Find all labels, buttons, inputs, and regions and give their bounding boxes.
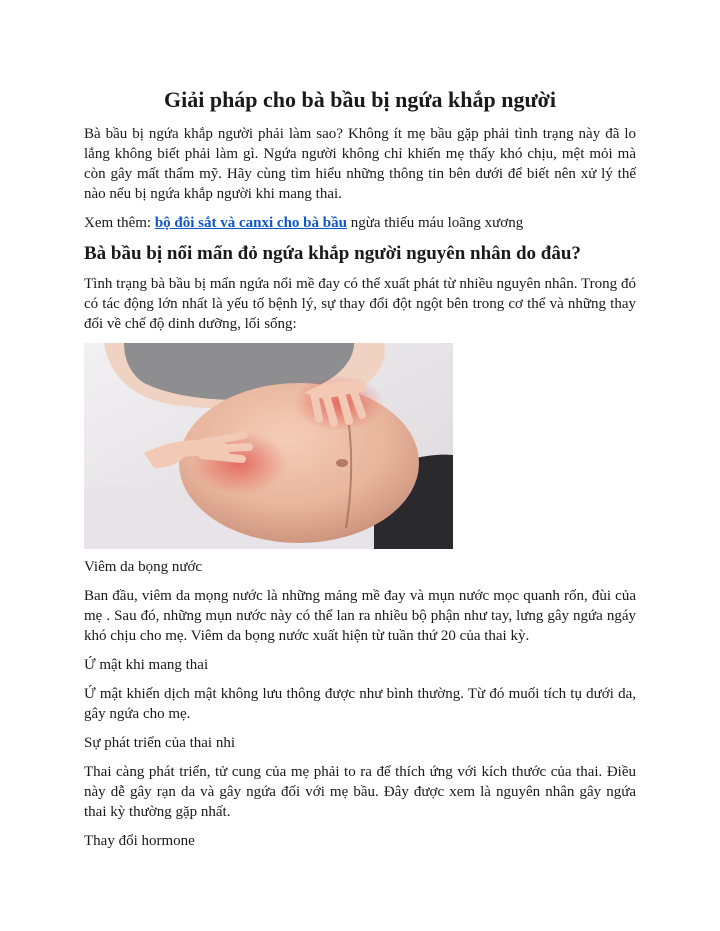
see-also-link[interactable]: bộ đôi sắt và canxi cho bà bầu: [154, 215, 347, 231]
cause-label-4: Thay đổi hormone: [84, 833, 195, 849]
section-heading: Bà bầu bị nổi mẩn đỏ ngứa khắp người nguyên nhân do đâu?: [84, 243, 581, 264]
cause-text-2: Ứ mật khiến dịch mật không lưu thông được như bình thường. Từ đó muối tích tụ dưới da, gây ngứa cho mẹ.: [84, 686, 636, 722]
section-intro-paragraph: Tình trạng bà bầu bị mẩn ngứa nổi mề đay có thể xuất phát từ nhiều nguyên nhân. Trong đó có tác động lớn nhất là yếu tố bệnh lý, sự thay đổi đột ngột bên trong cơ thể và những thay đổi về chế độ dinh dưỡng, lối sống:: [84, 276, 636, 332]
cause-label-1: Viêm da bọng nước: [84, 559, 203, 575]
see-also-line: [84, 213, 636, 233]
pregnant-belly-photo: [84, 343, 453, 549]
intro-paragraph: Bà bầu bị ngứa khắp người phải làm sao? Không ít mẹ bầu gặp phải tình trạng này đã lo lắng không biết phải làm gì. Ngứa người không chỉ khiến mẹ thấy khó chịu, mệt mỏi mà còn gây mất thẩm mỹ. Hãy cùng tìm hiểu những thông tin bên dưới để biết nên xử lý thế nào nếu bị ngứa khắp người khi mang thai.: [84, 126, 636, 202]
cause-label-2: Ứ mật khi mang thai: [84, 657, 209, 673]
article-title: Giải pháp cho bà bầu bị ngứa khắp người: [164, 87, 556, 112]
cause-text-1: Ban đầu, viêm da mọng nước là những mảng mề đay và mụn nước mọc quanh rốn, đùi của mẹ . Sau đó, những mụn nước này có thể lan ra nhiều bộ phận như tay, lưng gây ngứa ngáy khó chịu cho mẹ. Viêm da bọng nước xuất hiện từ tuần thứ 20 của thai kỳ.: [84, 588, 636, 644]
see-also-prefix: Xem thêm:: [84, 215, 155, 231]
cause-label-3: Sự phát triển của thai nhi: [84, 735, 236, 751]
navel: [336, 459, 348, 467]
see-also-suffix: ngừa thiếu máu loãng xương: [346, 215, 524, 231]
article-body: [84, 86, 636, 860]
cause-text-3: Thai càng phát triển, tử cung của mẹ phải to ra để thích ứng với kích thước của thai. Điều này dễ gây rạn da và gây ngứa đối với mẹ bầu. Đây được xem là nguyên nhân gây ngứa thai kỳ thường gặp nhất.: [84, 764, 636, 820]
